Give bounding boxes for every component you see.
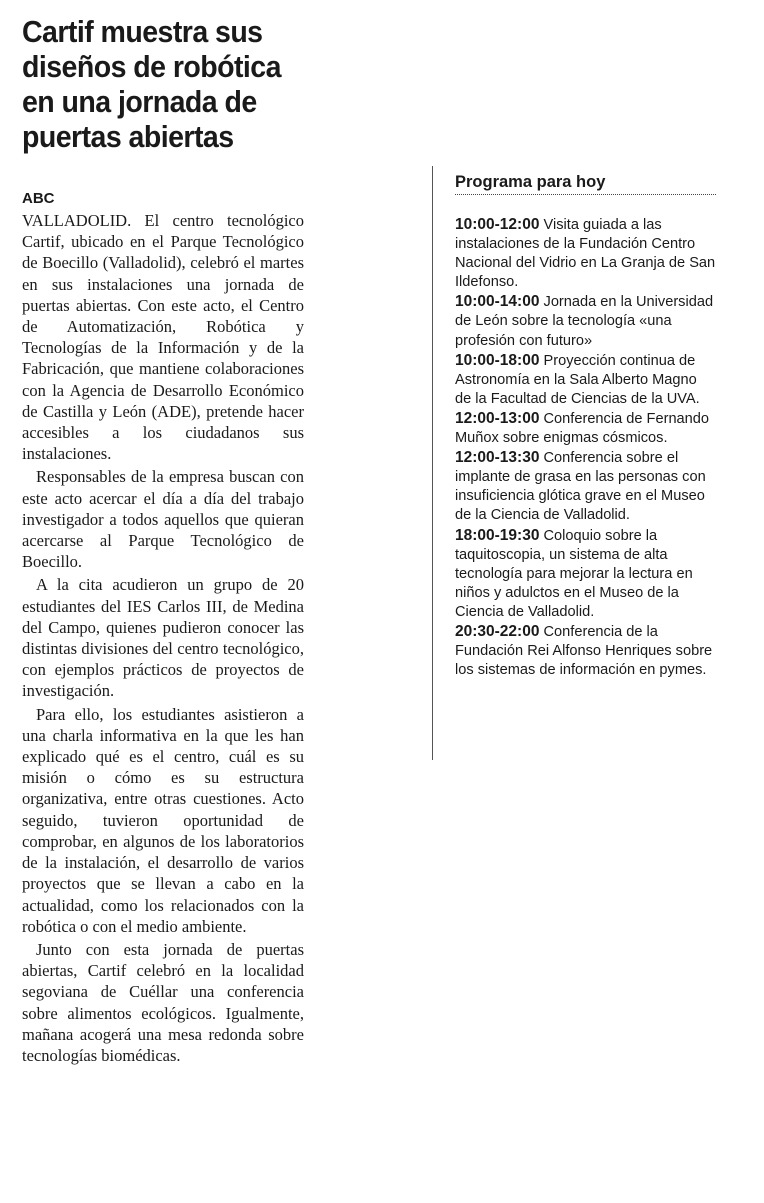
article-paragraph: A la cita acudieron un grupo de 20 estudiantes del IES Carlos III, de Medina del Campo, quienes pudieron conocer las distintas divisiones del centro tecnológico, con ejemplos prácticos de proyectos de investigación. xyxy=(22,575,304,701)
event-time: 12:00-13:30 xyxy=(455,449,540,467)
event-description: Conferencia de Fernando Muñox sobre enigmas cósmicos. xyxy=(455,410,710,447)
event-description: Jornada en la Universidad de León sobre la tecnología «una profesión con futuro» xyxy=(455,294,714,349)
event-time: 18:00-19:30 xyxy=(455,526,540,544)
event-description: Conferencia sobre el implante de grasa en las personas con insuficiencia glótica grave en el Museo de la Ciencia de Valladolid. xyxy=(455,450,706,524)
event-time: 10:00-12:00 xyxy=(455,216,540,233)
event-item xyxy=(455,409,716,448)
event-item xyxy=(455,351,716,409)
event-description: Visita guiada a las instalaciones de la Fundación Centro Nacional del Vidrio en La Granja de San Ildefonso. xyxy=(455,217,716,291)
event-item xyxy=(455,215,716,292)
event-list xyxy=(455,215,716,680)
byline: ABC xyxy=(22,190,55,207)
event-time: 12:00-13:00 xyxy=(455,409,540,427)
event-description: Conferencia de la Fundación Rei Alfonso Henriques sobre los sistemas de información en pymes. xyxy=(455,623,713,679)
program-sidebar xyxy=(432,166,716,760)
article-paragraph: VALLADOLID. El centro tecnológico Cartif, ubicado en el Parque Tecnológico de Boecillo (Valladolid), celebró el martes en sus instalaciones una jornada de puertas abiertas. Con este acto, el Centro de Automatización, Robótica y Tecnologías de la Información y de la Fabricación, que mantiene colaboraciones con la Agencia de Desarrollo Económico de Castilla y León (ADE), pretende hacer accesibles a los ciudadanos sus instalaciones. xyxy=(22,211,304,464)
event-time: 10:00-18:00 xyxy=(455,351,540,369)
article-body xyxy=(22,210,304,1068)
event-description: Coloquio sobre la taquitoscopia, un sistema de alta tecnología para mejorar la lectura en niños y adulctos en el Museo de la Ciencia de Valladolid. xyxy=(455,527,693,620)
article-paragraph: Responsables de la empresa buscan con este acto acercar el día a día del trabajo investigador a todos aquellos que quieran acercarse al Parque Tecnológico de Boecillo. xyxy=(22,467,304,572)
event-description: Proyección continua de Astronomía en la Sala Alberto Magno de la Facultad de Ciencias de la UVA. xyxy=(455,352,700,407)
event-item xyxy=(455,622,716,680)
sidebar-title: Programa para hoy xyxy=(455,172,716,195)
event-item xyxy=(455,292,716,350)
event-time: 10:00-14:00 xyxy=(455,293,540,311)
event-item xyxy=(455,448,716,525)
article-paragraph: Para ello, los estudiantes asistieron a una charla informativa en la que les han explicado qué es el centro, cuál es su misión o cómo es su estructura organizativa, entre otras cuestiones. Acto seguido, tuvieron oportunidad de comprobar, en algunos de los laboratorios de la instalación, el desarrollo de varios proyectos que se llevan a cabo en la actualidad, como los relacionados con la robótica o con el medio ambiente. xyxy=(22,704,304,936)
event-time: 20:30-22:00 xyxy=(455,622,540,640)
event-item xyxy=(455,526,716,622)
article-paragraph: Junto con esta jornada de puertas abiertas, Cartif celebró en la localidad segoviana de Cuéllar una conferencia sobre alimentos ecológicos. Igualmente, mañana acogerá una mesa redonda sobre tecnologías biomédicas. xyxy=(22,939,304,1065)
headline: Cartif muestra sus diseños de robótica en una jornada de puertas abiertas xyxy=(22,14,281,154)
